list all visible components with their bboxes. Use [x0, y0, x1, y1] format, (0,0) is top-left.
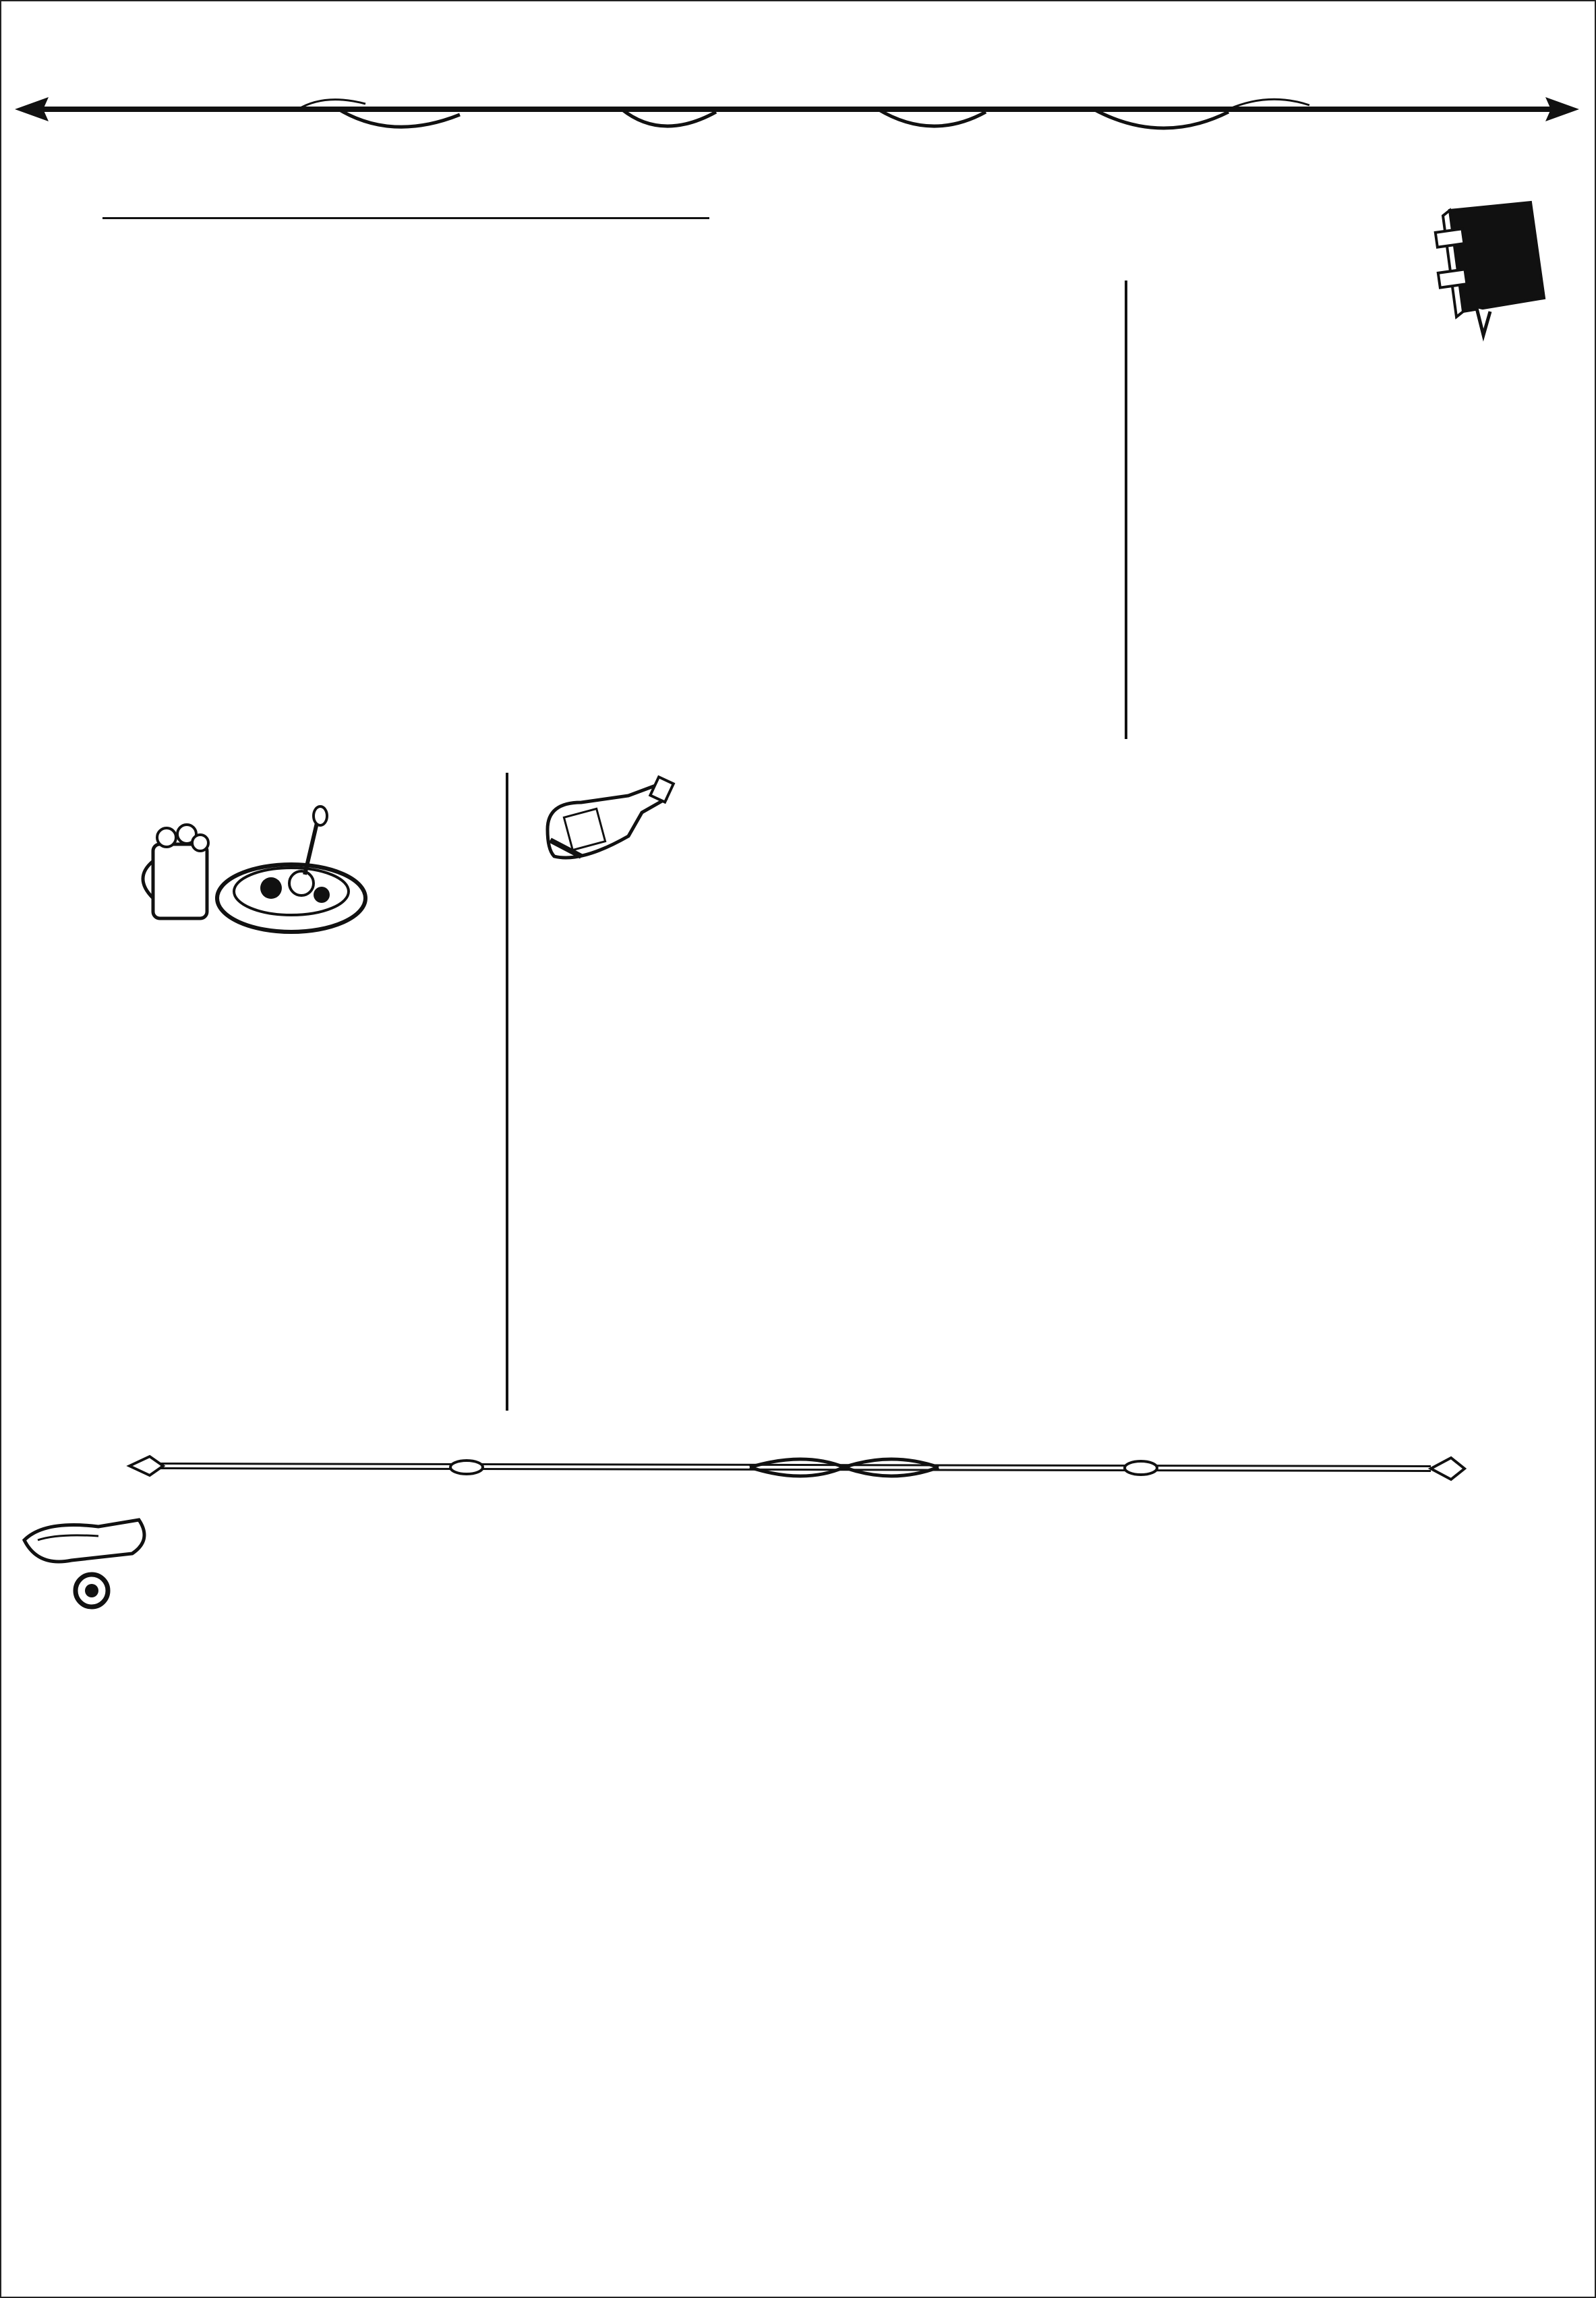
name-field[interactable]: [102, 217, 709, 219]
spear-divider-icon: [15, 88, 1579, 148]
scroll-ring-icon: [18, 1513, 152, 1614]
potion-bottle-icon: [541, 775, 676, 870]
column-divider-middle: [506, 773, 508, 1411]
book-icon: [1436, 197, 1551, 338]
staff-divider-icon: [129, 1451, 1465, 1492]
food-icon: [140, 804, 369, 939]
column-divider: [1125, 281, 1127, 739]
